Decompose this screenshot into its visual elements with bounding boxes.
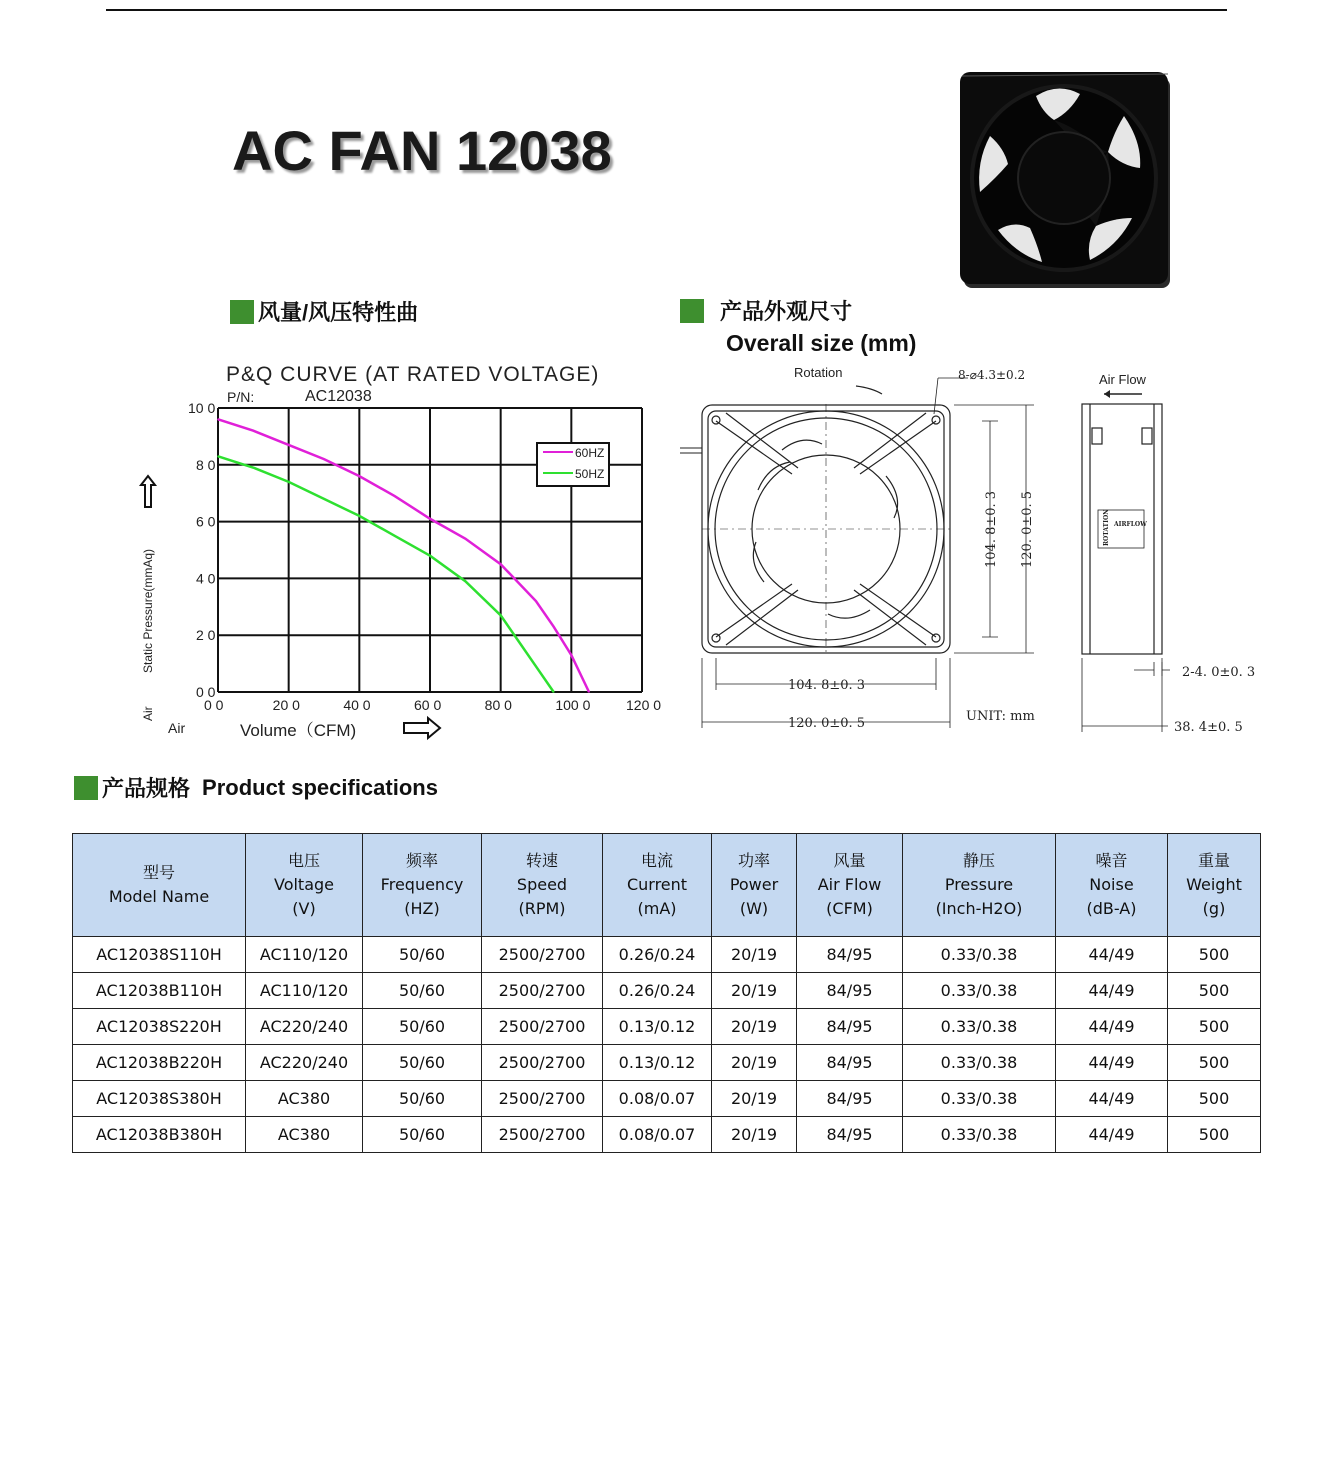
- x-tick-label: 0 0: [204, 697, 224, 713]
- column-header-unit: (W): [739, 899, 769, 918]
- x-axis-label-prefix: Air: [168, 720, 186, 736]
- table-cell: 84/95: [797, 973, 903, 1009]
- table-row: [73, 1117, 1261, 1153]
- x-axis-label: Volume（CFM): [240, 721, 357, 740]
- table-cell: 84/95: [797, 937, 903, 973]
- table-cell: 0.13/0.12: [603, 1009, 712, 1045]
- column-header-cn: 风量: [833, 851, 866, 870]
- series-point-50HZ: [553, 691, 555, 693]
- table-cell: AC110/120: [246, 973, 363, 1009]
- airflow-label: Air Flow: [1099, 372, 1146, 387]
- series-point-60HZ: [588, 691, 590, 693]
- product-spec-heading-en: Product specifications: [202, 774, 438, 800]
- series-point-60HZ: [394, 495, 396, 497]
- table-cell: 2500/2700: [482, 1045, 603, 1081]
- inner-width-dimension: 104. 8±0. 3: [788, 678, 866, 693]
- table-cell: 500: [1168, 1117, 1261, 1153]
- table-cell: AC220/240: [246, 1009, 363, 1045]
- table-cell: 2500/2700: [482, 937, 603, 973]
- column-header-en: Power: [729, 875, 779, 894]
- series-point-50HZ: [429, 555, 431, 557]
- table-cell: 500: [1168, 1009, 1261, 1045]
- y-axis-label-prefix: Air: [141, 706, 155, 721]
- column-header-cn: 静压: [962, 851, 995, 870]
- series-point-50HZ: [217, 455, 219, 457]
- column-header: [903, 834, 1056, 937]
- x-tick-label: 100 0: [555, 697, 591, 713]
- product-spec-table: [72, 833, 1261, 1153]
- legend-label: 50HZ: [575, 467, 605, 481]
- y-tick-label: 0 0: [196, 684, 216, 700]
- green-square-icon: [230, 300, 254, 324]
- column-header-en: Air Flow: [817, 875, 882, 894]
- table-cell: 0.08/0.07: [603, 1081, 712, 1117]
- column-header-cn: 频率: [405, 851, 438, 870]
- table-row: [73, 1081, 1261, 1117]
- chart-series: [217, 419, 590, 693]
- column-header: [363, 834, 482, 937]
- table-cell: 20/19: [712, 973, 797, 1009]
- table-cell: 0.26/0.24: [603, 937, 712, 973]
- series-point-50HZ: [518, 640, 520, 642]
- product-spec-heading-cn: 产品规格: [102, 776, 191, 801]
- table-cell: AC12038S110H: [73, 937, 246, 973]
- series-point-60HZ: [288, 444, 290, 446]
- table-cell: 44/49: [1056, 1045, 1168, 1081]
- series-line-60HZ: [218, 419, 589, 692]
- column-header: [797, 834, 903, 937]
- table-cell: AC12038B110H: [73, 973, 246, 1009]
- page-title: AC FAN 12038: [232, 119, 612, 182]
- y-tick-label: 4 0: [196, 570, 216, 587]
- table-cell: 0.13/0.12: [603, 1045, 712, 1081]
- table-cell: AC12038B380H: [73, 1117, 246, 1153]
- series-point-60HZ: [359, 475, 361, 477]
- outer-height-dimension: 120. 0±0. 5: [1020, 490, 1035, 568]
- unit-label: UNIT: mm: [966, 709, 1035, 724]
- column-header: [482, 834, 603, 937]
- table-cell: 500: [1168, 1081, 1261, 1117]
- table-cell: 500: [1168, 973, 1261, 1009]
- series-point-50HZ: [288, 481, 290, 483]
- series-point-50HZ: [359, 515, 361, 517]
- column-header-en: Model Name: [108, 887, 210, 906]
- series-point-60HZ: [253, 430, 255, 432]
- pq-curve-heading: [230, 296, 418, 327]
- table-cell: 84/95: [797, 1117, 903, 1153]
- column-header-unit: (V): [292, 899, 316, 918]
- series-point-60HZ: [323, 458, 325, 460]
- legend-label: 60HZ: [575, 446, 605, 460]
- table-cell: 20/19: [712, 1045, 797, 1081]
- series-point-60HZ: [465, 538, 467, 540]
- up-arrow-icon: [141, 476, 155, 507]
- table-cell: 44/49: [1056, 937, 1168, 973]
- series-point-60HZ: [217, 419, 219, 421]
- table-cell: 20/19: [712, 1117, 797, 1153]
- table-cell: AC12038S220H: [73, 1009, 246, 1045]
- table-cell: AC220/240: [246, 1045, 363, 1081]
- column-header-unit: (Inch-H2O): [935, 899, 1023, 918]
- inner-height-dimension: 104. 8±0. 3: [984, 490, 999, 568]
- y-tick-label: 8 0: [196, 456, 216, 473]
- table-row: [73, 1009, 1261, 1045]
- table-cell: AC380: [246, 1117, 363, 1153]
- column-header: [712, 834, 797, 937]
- column-header-en: Speed: [516, 875, 568, 894]
- table-cell: 44/49: [1056, 1009, 1168, 1045]
- series-point-60HZ: [553, 626, 555, 628]
- fan-photo: [958, 68, 1178, 294]
- column-header-unit: (CFM): [826, 899, 873, 918]
- table-cell: AC12038B220H: [73, 1045, 246, 1081]
- table-cell: 0.33/0.38: [903, 1045, 1056, 1081]
- series-point-50HZ: [323, 498, 325, 500]
- column-header-en: Weight: [1186, 875, 1242, 894]
- column-header-cn: 噪音: [1095, 851, 1128, 870]
- column-header-cn: 型号: [142, 863, 175, 882]
- table-cell: 20/19: [712, 1081, 797, 1117]
- series-point-50HZ: [394, 535, 396, 537]
- green-square-icon: [74, 776, 98, 800]
- table-cell: 500: [1168, 1045, 1261, 1081]
- column-header-unit: (g): [1202, 899, 1226, 918]
- green-square-icon: [680, 299, 704, 323]
- table-cell: 44/49: [1056, 1117, 1168, 1153]
- table-body: [73, 937, 1261, 1153]
- series-point-60HZ: [429, 518, 431, 520]
- column-header-en: Noise: [1089, 875, 1134, 894]
- table-cell: 2500/2700: [482, 973, 603, 1009]
- rib-dimension: 2-4. 0±0. 3: [1182, 665, 1256, 680]
- table-cell: 0.33/0.38: [903, 1117, 1056, 1153]
- y-tick-label: 10 0: [188, 400, 216, 416]
- column-header-unit: (mA): [637, 899, 677, 918]
- table-cell: 44/49: [1056, 1081, 1168, 1117]
- series-point-50HZ: [465, 580, 467, 582]
- y-tick-label: 6 0: [196, 513, 216, 530]
- series-point-50HZ: [253, 467, 255, 469]
- table-cell: 0.33/0.38: [903, 1081, 1056, 1117]
- overall-size-heading-text: 产品外观尺寸: [720, 299, 853, 324]
- pn-value: AC12038: [305, 388, 372, 405]
- table-cell: 84/95: [797, 1009, 903, 1045]
- pq-curve-heading-text: 风量/风压特性曲: [258, 300, 419, 325]
- pn-label: P/N:: [227, 389, 255, 405]
- table-cell: 50/60: [363, 1117, 482, 1153]
- column-header: [246, 834, 363, 937]
- x-tick-label: 120 0: [626, 697, 662, 713]
- table-cell: 0.26/0.24: [603, 973, 712, 1009]
- column-header-cn: 重量: [1197, 851, 1230, 870]
- table-cell: 84/95: [797, 1045, 903, 1081]
- pq-curve-chart: [130, 355, 670, 745]
- rotation-label: Rotation: [794, 365, 843, 380]
- table-cell: AC380: [246, 1081, 363, 1117]
- series-point-60HZ: [535, 600, 537, 602]
- series-point-60HZ: [500, 563, 502, 565]
- table-cell: 44/49: [1056, 973, 1168, 1009]
- table-cell: 84/95: [797, 1081, 903, 1117]
- top-rule: [106, 9, 1227, 11]
- table-cell: 2500/2700: [482, 1117, 603, 1153]
- table-cell: 0.08/0.07: [603, 1117, 712, 1153]
- table-cell: 50/60: [363, 937, 482, 973]
- table-cell: 0.33/0.38: [903, 937, 1056, 973]
- side-rotation-label: ROTATION: [1103, 509, 1110, 546]
- column-header-en: Pressure: [944, 875, 1014, 894]
- dimension-drawing: [672, 358, 1272, 738]
- side-airflow-label: AIRFLOW: [1114, 521, 1147, 528]
- column-header: [1168, 834, 1261, 937]
- y-axis-label: Static Pressure(mmAq): [141, 548, 155, 673]
- overall-size-heading: [680, 295, 852, 326]
- column-header-unit: (dB-A): [1086, 899, 1137, 918]
- table-cell: AC12038S380H: [73, 1081, 246, 1117]
- column-header: [1056, 834, 1168, 937]
- product-spec-heading: [74, 772, 438, 803]
- table-cell: 50/60: [363, 973, 482, 1009]
- overall-size-subheading: Overall size (mm): [726, 330, 917, 356]
- table-cell: 50/60: [363, 1081, 482, 1117]
- table-row: [73, 937, 1261, 973]
- series-point-50HZ: [535, 666, 537, 668]
- column-header-en: Current: [626, 875, 688, 894]
- right-arrow-icon: [404, 718, 440, 738]
- table-header-row: [73, 834, 1261, 937]
- column-header-cn: 电流: [640, 851, 673, 870]
- x-tick-label: 40 0: [343, 697, 371, 713]
- column-header-unit: (HZ): [404, 899, 440, 918]
- table-cell: 2500/2700: [482, 1009, 603, 1045]
- series-point-60HZ: [571, 654, 573, 656]
- outer-width-dimension: 120. 0±0. 5: [788, 716, 866, 731]
- table-cell: 0.33/0.38: [903, 1009, 1056, 1045]
- x-tick-label: 20 0: [272, 697, 300, 713]
- depth-dimension: 38. 4±0. 5: [1174, 720, 1243, 735]
- table-row: [73, 1045, 1261, 1081]
- table-cell: 0.33/0.38: [903, 973, 1056, 1009]
- column-header-cn: 转速: [525, 851, 558, 870]
- table-cell: 20/19: [712, 1009, 797, 1045]
- table-cell: 20/19: [712, 937, 797, 973]
- table-cell: 500: [1168, 937, 1261, 973]
- column-header-cn: 功率: [737, 851, 770, 870]
- y-tick-label: 2 0: [196, 627, 216, 644]
- column-header: [603, 834, 712, 937]
- mounting-hole-label: 8-⌀4.3±0.2: [958, 368, 1026, 382]
- chart-title: P&Q CURVE (AT RATED VOLTAGE): [226, 363, 600, 386]
- column-header-cn: 电压: [287, 851, 320, 870]
- column-header: [73, 834, 246, 937]
- table-cell: AC110/120: [246, 937, 363, 973]
- x-tick-label: 80 0: [484, 697, 512, 713]
- x-tick-label: 60 0: [414, 697, 442, 713]
- column-header-unit: (RPM): [518, 899, 566, 918]
- table-cell: 50/60: [363, 1045, 482, 1081]
- table-cell: 2500/2700: [482, 1081, 603, 1117]
- column-header-en: Frequency: [380, 875, 464, 894]
- column-header-en: Voltage: [273, 875, 334, 894]
- table-row: [73, 973, 1261, 1009]
- series-point-50HZ: [500, 615, 502, 617]
- table-cell: 50/60: [363, 1009, 482, 1045]
